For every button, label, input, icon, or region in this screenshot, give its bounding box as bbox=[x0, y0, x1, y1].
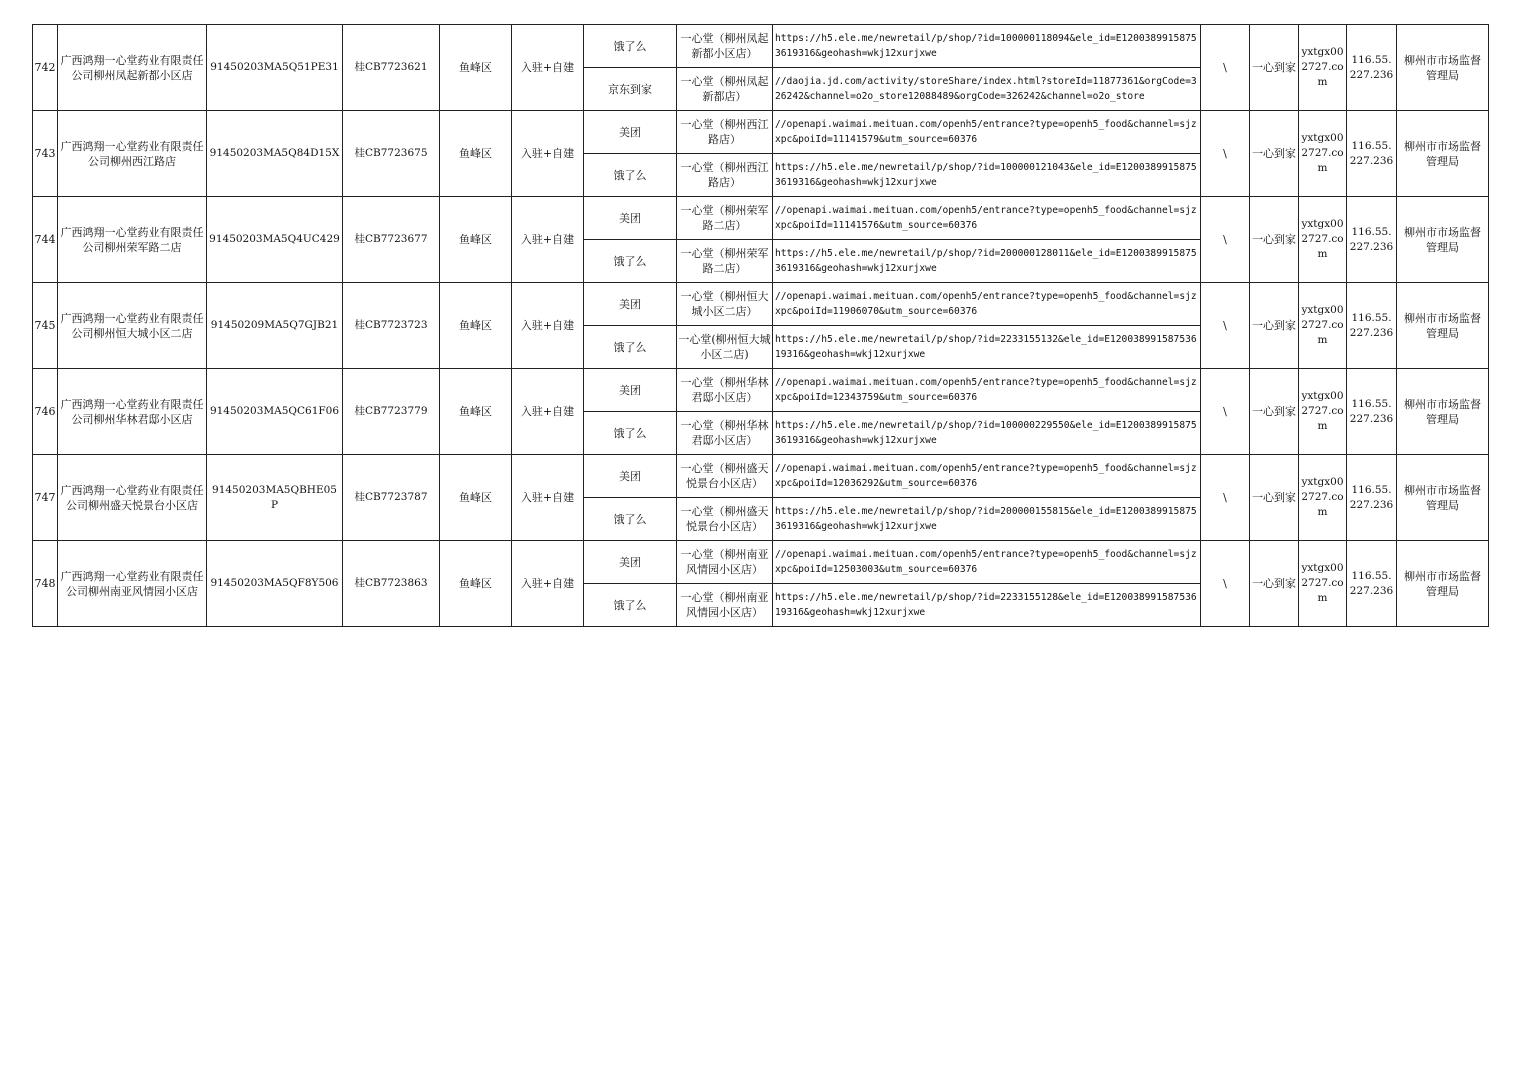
platform-cell: 京东到家 bbox=[584, 68, 677, 111]
mode-cell: 入驻+自建 bbox=[512, 25, 584, 111]
shop-url-cell: https://h5.ele.me/newretail/p/shop/?id=100000229550&ele_id=E12003899158753619316&geohash=wkj12xurjxwe bbox=[773, 412, 1201, 455]
domain-cell: yxtgx002727.com bbox=[1299, 541, 1347, 627]
app-cell: 一心到家 bbox=[1250, 111, 1299, 197]
platform-cell: 饿了么 bbox=[584, 240, 677, 283]
table-row bbox=[33, 197, 1489, 240]
shop-url-cell: //openapi.waimai.meituan.com/openh5/entrance?type=openh5_food&channel=sjzxpc&poiId=12503003&utm_source=60376 bbox=[773, 541, 1201, 584]
platform-cell: 美团 bbox=[584, 369, 677, 412]
domain-cell: yxtgx002727.com bbox=[1299, 197, 1347, 283]
store-name-cell: 一心堂（柳州凤起新都店） bbox=[677, 68, 773, 111]
platform-cell: 饿了么 bbox=[584, 25, 677, 68]
store-name-cell: 一心堂（柳州荣军路二店） bbox=[677, 240, 773, 283]
table-row bbox=[33, 111, 1489, 154]
store-name-cell: 一心堂（柳州南亚风情园小区店） bbox=[677, 584, 773, 627]
license-cell: 桂CB7723723 bbox=[343, 283, 440, 369]
district-cell: 鱼峰区 bbox=[440, 283, 512, 369]
shop-url-cell: //openapi.waimai.meituan.com/openh5/entrance?type=openh5_food&channel=sjzxpc&poiId=11141576&utm_source=60376 bbox=[773, 197, 1201, 240]
ip-cell: 116.55.227.236 bbox=[1347, 283, 1397, 369]
mode-cell: 入驻+自建 bbox=[512, 283, 584, 369]
app-cell: 一心到家 bbox=[1250, 283, 1299, 369]
authority-cell: 柳州市市场监督管理局 bbox=[1397, 283, 1489, 369]
shop-url-cell: https://h5.ele.me/newretail/p/shop/?id=100000118094&ele_id=E12003899158753619316&geohash=wkj12xurjxwe bbox=[773, 25, 1201, 68]
app-cell: 一心到家 bbox=[1250, 541, 1299, 627]
table-row bbox=[33, 25, 1489, 68]
table-row bbox=[33, 283, 1489, 326]
slash-cell: \ bbox=[1201, 541, 1250, 627]
mode-cell: 入驻+自建 bbox=[512, 369, 584, 455]
slash-cell: \ bbox=[1201, 283, 1250, 369]
company-cell: 广西鸿翔一心堂药业有限责任公司柳州盛天悦景台小区店 bbox=[58, 455, 207, 541]
seq-cell: 742 bbox=[33, 25, 58, 111]
domain-cell: yxtgx002727.com bbox=[1299, 455, 1347, 541]
district-cell: 鱼峰区 bbox=[440, 197, 512, 283]
license-cell: 桂CB7723779 bbox=[343, 369, 440, 455]
company-cell: 广西鸿翔一心堂药业有限责任公司柳州西江路店 bbox=[58, 111, 207, 197]
slash-cell: \ bbox=[1201, 369, 1250, 455]
platform-cell: 饿了么 bbox=[584, 498, 677, 541]
shop-url-cell: https://h5.ele.me/newretail/p/shop/?id=200000155815&ele_id=E12003899158753619316&geohash=wkj12xurjxwe bbox=[773, 498, 1201, 541]
shop-url-cell: //openapi.waimai.meituan.com/openh5/entrance?type=openh5_food&channel=sjzxpc&poiId=11141579&utm_source=60376 bbox=[773, 111, 1201, 154]
credit-code-cell: 91450203MA5Q4UC429 bbox=[207, 197, 343, 283]
company-cell: 广西鸿翔一心堂药业有限责任公司柳州恒大城小区二店 bbox=[58, 283, 207, 369]
mode-cell: 入驻+自建 bbox=[512, 541, 584, 627]
app-cell: 一心到家 bbox=[1250, 197, 1299, 283]
ip-cell: 116.55.227.236 bbox=[1347, 197, 1397, 283]
platform-cell: 美团 bbox=[584, 455, 677, 498]
credit-code-cell: 91450203MA5QBHE05P bbox=[207, 455, 343, 541]
store-name-cell: 一心堂（柳州西江路店） bbox=[677, 111, 773, 154]
table-body bbox=[33, 25, 1489, 627]
license-cell: 桂CB7723787 bbox=[343, 455, 440, 541]
records-table bbox=[32, 24, 1489, 627]
platform-cell: 美团 bbox=[584, 197, 677, 240]
seq-cell: 746 bbox=[33, 369, 58, 455]
shop-url-cell: https://h5.ele.me/newretail/p/shop/?id=100000121043&ele_id=E12003899158753619316&geohash=wkj12xurjxwe bbox=[773, 154, 1201, 197]
domain-cell: yxtgx002727.com bbox=[1299, 25, 1347, 111]
mode-cell: 入驻+自建 bbox=[512, 111, 584, 197]
platform-cell: 饿了么 bbox=[584, 154, 677, 197]
ip-cell: 116.55.227.236 bbox=[1347, 541, 1397, 627]
shop-url-cell: //openapi.waimai.meituan.com/openh5/entrance?type=openh5_food&channel=sjzxpc&poiId=12343759&utm_source=60376 bbox=[773, 369, 1201, 412]
seq-cell: 747 bbox=[33, 455, 58, 541]
company-cell: 广西鸿翔一心堂药业有限责任公司柳州荣军路二店 bbox=[58, 197, 207, 283]
store-name-cell: 一心堂（柳州南亚风情园小区店） bbox=[677, 541, 773, 584]
district-cell: 鱼峰区 bbox=[440, 111, 512, 197]
app-cell: 一心到家 bbox=[1250, 25, 1299, 111]
district-cell: 鱼峰区 bbox=[440, 369, 512, 455]
table-row bbox=[33, 369, 1489, 412]
mode-cell: 入驻+自建 bbox=[512, 197, 584, 283]
app-cell: 一心到家 bbox=[1250, 455, 1299, 541]
shop-url-cell: https://h5.ele.me/newretail/p/shop/?id=2233155128&ele_id=E12003899158753619316&geohash=wkj12xurjxwe bbox=[773, 584, 1201, 627]
license-cell: 桂CB7723675 bbox=[343, 111, 440, 197]
store-name-cell: 一心堂（柳州西江路店） bbox=[677, 154, 773, 197]
shop-url-cell: https://h5.ele.me/newretail/p/shop/?id=200000128011&ele_id=E12003899158753619316&geohash=wkj12xurjxwe bbox=[773, 240, 1201, 283]
ip-cell: 116.55.227.236 bbox=[1347, 369, 1397, 455]
company-cell: 广西鸿翔一心堂药业有限责任公司柳州华林君邸小区店 bbox=[58, 369, 207, 455]
seq-cell: 745 bbox=[33, 283, 58, 369]
ip-cell: 116.55.227.236 bbox=[1347, 455, 1397, 541]
table-row bbox=[33, 541, 1489, 584]
store-name-cell: 一心堂（柳州华林君邸小区店） bbox=[677, 369, 773, 412]
mode-cell: 入驻+自建 bbox=[512, 455, 584, 541]
seq-cell: 748 bbox=[33, 541, 58, 627]
store-name-cell: 一心堂（柳州荣军路二店） bbox=[677, 197, 773, 240]
shop-url-cell: //openapi.waimai.meituan.com/openh5/entrance?type=openh5_food&channel=sjzxpc&poiId=11906070&utm_source=60376 bbox=[773, 283, 1201, 326]
platform-cell: 饿了么 bbox=[584, 412, 677, 455]
slash-cell: \ bbox=[1201, 111, 1250, 197]
platform-cell: 美团 bbox=[584, 111, 677, 154]
credit-code-cell: 91450203MA5QF8Y506 bbox=[207, 541, 343, 627]
seq-cell: 743 bbox=[33, 111, 58, 197]
credit-code-cell: 91450203MA5QC61F06 bbox=[207, 369, 343, 455]
license-cell: 桂CB7723863 bbox=[343, 541, 440, 627]
district-cell: 鱼峰区 bbox=[440, 25, 512, 111]
shop-url-cell: //daojia.jd.com/activity/storeShare/index.html?storeId=11877361&orgCode=326242&channel=o2o_store12088489&orgCode=326242&channel=o2o_store bbox=[773, 68, 1201, 111]
store-name-cell: 一心堂(柳州恒大城小区二店) bbox=[677, 326, 773, 369]
credit-code-cell: 91450203MA5Q84D15X bbox=[207, 111, 343, 197]
slash-cell: \ bbox=[1201, 25, 1250, 111]
domain-cell: yxtgx002727.com bbox=[1299, 283, 1347, 369]
license-cell: 桂CB7723677 bbox=[343, 197, 440, 283]
domain-cell: yxtgx002727.com bbox=[1299, 369, 1347, 455]
credit-code-cell: 91450209MA5Q7GJB21 bbox=[207, 283, 343, 369]
store-name-cell: 一心堂（柳州华林君邸小区店） bbox=[677, 412, 773, 455]
authority-cell: 柳州市市场监督管理局 bbox=[1397, 455, 1489, 541]
authority-cell: 柳州市市场监督管理局 bbox=[1397, 369, 1489, 455]
platform-cell: 饿了么 bbox=[584, 584, 677, 627]
district-cell: 鱼峰区 bbox=[440, 541, 512, 627]
table-row bbox=[33, 455, 1489, 498]
store-name-cell: 一心堂（柳州盛天悦景台小区店） bbox=[677, 455, 773, 498]
store-name-cell: 一心堂（柳州盛天悦景台小区店） bbox=[677, 498, 773, 541]
domain-cell: yxtgx002727.com bbox=[1299, 111, 1347, 197]
license-cell: 桂CB7723621 bbox=[343, 25, 440, 111]
authority-cell: 柳州市市场监督管理局 bbox=[1397, 111, 1489, 197]
company-cell: 广西鸿翔一心堂药业有限责任公司柳州南亚风情园小区店 bbox=[58, 541, 207, 627]
platform-cell: 美团 bbox=[584, 541, 677, 584]
slash-cell: \ bbox=[1201, 455, 1250, 541]
district-cell: 鱼峰区 bbox=[440, 455, 512, 541]
credit-code-cell: 91450203MA5Q51PE31 bbox=[207, 25, 343, 111]
shop-url-cell: //openapi.waimai.meituan.com/openh5/entrance?type=openh5_food&channel=sjzxpc&poiId=12036292&utm_source=60376 bbox=[773, 455, 1201, 498]
authority-cell: 柳州市市场监督管理局 bbox=[1397, 197, 1489, 283]
authority-cell: 柳州市市场监督管理局 bbox=[1397, 541, 1489, 627]
seq-cell: 744 bbox=[33, 197, 58, 283]
platform-cell: 美团 bbox=[584, 283, 677, 326]
store-name-cell: 一心堂（柳州凤起新都小区店） bbox=[677, 25, 773, 68]
ip-cell: 116.55.227.236 bbox=[1347, 111, 1397, 197]
ip-cell: 116.55.227.236 bbox=[1347, 25, 1397, 111]
shop-url-cell: https://h5.ele.me/newretail/p/shop/?id=2233155132&ele_id=E12003899158753619316&geohash=wkj12xurjxwe bbox=[773, 326, 1201, 369]
company-cell: 广西鸿翔一心堂药业有限责任公司柳州凤起新都小区店 bbox=[58, 25, 207, 111]
slash-cell: \ bbox=[1201, 197, 1250, 283]
authority-cell: 柳州市市场监督管理局 bbox=[1397, 25, 1489, 111]
platform-cell: 饿了么 bbox=[584, 326, 677, 369]
app-cell: 一心到家 bbox=[1250, 369, 1299, 455]
store-name-cell: 一心堂（柳州恒大城小区二店） bbox=[677, 283, 773, 326]
